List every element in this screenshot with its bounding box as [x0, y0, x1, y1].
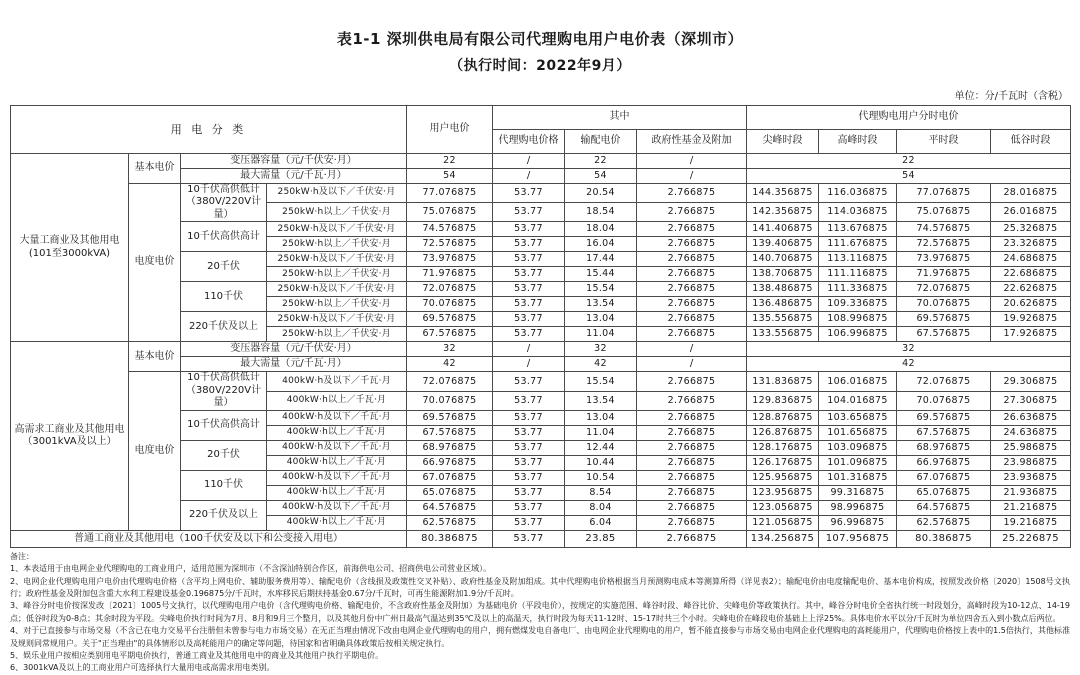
note-item: 5、娱乐业用户按相应类别用电平期电价执行，普通工商业及其他用电中的商业及其他用户执行平期电价。 [10, 651, 384, 661]
cell-user-price: 67.576875 [407, 327, 493, 342]
cell-user-price: 74.576875 [407, 222, 493, 237]
cell-sharp-price: 121.056875 [747, 515, 819, 530]
cell-user-price: 67.576875 [407, 425, 493, 440]
cell-agent-price: 53.77 [493, 203, 565, 222]
cell-transmission-price: 8.04 [565, 500, 637, 515]
cell-valley-price: 22.626875 [991, 282, 1071, 297]
cell-sharp-price: 138.486875 [747, 282, 819, 297]
cell-gov-fund: 2.766875 [637, 391, 747, 410]
cell-valley-price: 29.306875 [991, 372, 1071, 391]
cell-gov-fund: 2.766875 [637, 183, 747, 202]
cell-gov-fund: 2.766875 [637, 297, 747, 312]
basic-price-item: 变压器容量（元/千伏安·月） [181, 153, 407, 168]
cell-transmission-price: 15.54 [565, 372, 637, 391]
voltage-level-label: 220千伏及以上 [181, 500, 267, 530]
cell-flat-price: 69.576875 [897, 410, 991, 425]
page-subtitle: （执行时间：2022年9月） [449, 57, 631, 74]
notes-list [10, 563, 1070, 675]
cell-flat-price: 70.076875 [897, 297, 991, 312]
header-transmission-price: 输配电价 [565, 129, 637, 153]
cell-sharp-price: 138.706875 [747, 267, 819, 282]
general-category-label: 普通工商业及其他用电（100千伏安及以下和公变接入用电） [11, 530, 407, 547]
header-tou-group: 代理购电用户分时电价 [747, 105, 1071, 129]
cell-valley-price: 25.326875 [991, 222, 1071, 237]
cell-user-price: 62.576875 [407, 515, 493, 530]
cell-agent-price: 53.77 [493, 252, 565, 267]
voltage-level-label: 20千伏 [181, 440, 267, 470]
electricity-price-table [10, 105, 1071, 548]
cell-agent-price: 53.77 [493, 425, 565, 440]
cell-sharp-price: 136.486875 [747, 297, 819, 312]
cell-transmission-price: 20.54 [565, 183, 637, 202]
tier-label: 250kW·h及以下／千伏安·月 [267, 282, 407, 297]
cell-transmission-price: 42 [565, 357, 637, 372]
table-row [11, 372, 1071, 391]
cell-flat-price: 77.076875 [897, 183, 991, 202]
cell-peak-price: 98.996875 [819, 500, 897, 515]
cell-sharp-price: 142.356875 [747, 203, 819, 222]
cell-transmission-price: 17.44 [565, 252, 637, 267]
cell-peak-price: 114.036875 [819, 203, 897, 222]
cell-flat-price: 73.976875 [897, 252, 991, 267]
cell-user-price: 72.076875 [407, 372, 493, 391]
cell-user-price: 72.576875 [407, 237, 493, 252]
cell-agent-price: 53.77 [493, 410, 565, 425]
cell-flat-price: 72.576875 [897, 237, 991, 252]
header-valley-period: 低谷时段 [991, 129, 1071, 153]
tier-label: 400kW·h及以下／千瓦·月 [267, 410, 407, 425]
cell-sharp-price: 125.956875 [747, 470, 819, 485]
table-header [11, 105, 1071, 153]
tier-label: 400kW·h及以下／千瓦·月 [267, 500, 407, 515]
cell-agent-price: 53.77 [493, 237, 565, 252]
cell-user-price: 42 [407, 357, 493, 372]
cell-sharp-price: 144.356875 [747, 183, 819, 202]
tier-label: 400kW·h以上／千瓦·月 [267, 455, 407, 470]
cell-agent-price: 53.77 [493, 440, 565, 455]
tier-label: 250kW·h以上／千伏安·月 [267, 237, 407, 252]
cell-transmission-price: 18.54 [565, 203, 637, 222]
cell-peak-price: 101.096875 [819, 455, 897, 470]
cell-valley-price: 21.216875 [991, 500, 1071, 515]
cell-agent-price: 53.77 [493, 297, 565, 312]
cell-gov-fund: 2.766875 [637, 372, 747, 391]
cell-transmission-price: 32 [565, 342, 637, 357]
cell-user-price: 75.076875 [407, 203, 493, 222]
cell-flat-price: 65.076875 [897, 485, 991, 500]
tier-label: 250kW·h以上／千伏安·月 [267, 267, 407, 282]
voltage-level-label: 20千伏 [181, 252, 267, 282]
cell-user-price: 70.076875 [407, 297, 493, 312]
header-classification: 用 电 分 类 [11, 105, 407, 153]
header-peak-period: 高峰时段 [819, 129, 897, 153]
cell-transmission-price: 8.54 [565, 485, 637, 500]
cell-sharp-price: 128.176875 [747, 440, 819, 455]
cell-agent-price: 53.77 [493, 282, 565, 297]
cell-valley-price: 19.926875 [991, 312, 1071, 327]
cell-agent-price: 53.77 [493, 372, 565, 391]
tier-label: 400kW·h及以下／千瓦·月 [267, 440, 407, 455]
cell-sharp-price: 134.256875 [747, 530, 819, 547]
cell-user-price: 71.976875 [407, 267, 493, 282]
cell-gov-fund: / [637, 168, 747, 183]
header-agent-price: 代理购电价格 [493, 129, 565, 153]
tier-label: 250kW·h及以下／千伏安·月 [267, 252, 407, 267]
cell-valley-price: 19.216875 [991, 515, 1071, 530]
cell-flat-price: 69.576875 [897, 312, 991, 327]
cell-peak-price: 99.316875 [819, 485, 897, 500]
cell-gov-fund: 2.766875 [637, 282, 747, 297]
cell-sharp-price: 123.056875 [747, 500, 819, 515]
cell-user-price: 32 [407, 342, 493, 357]
cell-peak-price: 101.656875 [819, 425, 897, 440]
cell-valley-price: 20.626875 [991, 297, 1071, 312]
cell-transmission-price: 13.04 [565, 312, 637, 327]
category-label: 大量工商业及其他用电(101至3000kVA) [11, 153, 129, 342]
cell-sharp-price: 133.556875 [747, 327, 819, 342]
cell-peak-price: 101.316875 [819, 470, 897, 485]
cell-agent-price: 53.77 [493, 312, 565, 327]
cell-gov-fund: 2.766875 [637, 237, 747, 252]
cell-flat-price: 67.576875 [897, 425, 991, 440]
tier-label: 250kW·h以上／千伏安·月 [267, 297, 407, 312]
cell-tou-price: 22 [747, 153, 1071, 168]
cell-user-price: 72.076875 [407, 282, 493, 297]
cell-user-price: 69.576875 [407, 312, 493, 327]
voltage-level-label: 10千伏高供低计 （380V/220V计量） [181, 183, 267, 222]
cell-agent-price: 53.77 [493, 455, 565, 470]
cell-agent-price: 53.77 [493, 222, 565, 237]
cell-transmission-price: 11.04 [565, 425, 637, 440]
basic-price-label: 基本电价 [129, 342, 181, 372]
cell-gov-fund: 2.766875 [637, 425, 747, 440]
cell-peak-price: 111.116875 [819, 267, 897, 282]
tier-label: 250kW·h以上／千伏安·月 [267, 203, 407, 222]
cell-user-price: 77.076875 [407, 183, 493, 202]
cell-transmission-price: 54 [565, 168, 637, 183]
cell-transmission-price: 22 [565, 153, 637, 168]
cell-peak-price: 111.336875 [819, 282, 897, 297]
cell-gov-fund: 2.766875 [637, 470, 747, 485]
cell-peak-price: 106.016875 [819, 372, 897, 391]
cell-valley-price: 24.636875 [991, 425, 1071, 440]
cell-agent-price: / [493, 342, 565, 357]
cell-tou-price: 54 [747, 168, 1071, 183]
cell-gov-fund: 2.766875 [637, 485, 747, 500]
tier-label: 400kW·h以上／千瓦·月 [267, 485, 407, 500]
cell-gov-fund: 2.766875 [637, 267, 747, 282]
cell-sharp-price: 123.956875 [747, 485, 819, 500]
cell-flat-price: 72.076875 [897, 372, 991, 391]
notes-block [10, 551, 1070, 675]
cell-agent-price: 53.77 [493, 470, 565, 485]
voltage-level-label: 10千伏高供高计 [181, 222, 267, 252]
cell-gov-fund: 2.766875 [637, 252, 747, 267]
notes-heading: 备注： [10, 551, 34, 561]
tier-label: 400kW·h以上／千瓦·月 [267, 515, 407, 530]
table-row [11, 342, 1071, 357]
cell-agent-price: / [493, 153, 565, 168]
cell-peak-price: 111.676875 [819, 237, 897, 252]
cell-user-price: 22 [407, 153, 493, 168]
cell-user-price: 69.576875 [407, 410, 493, 425]
cell-flat-price: 66.976875 [897, 455, 991, 470]
cell-transmission-price: 10.54 [565, 470, 637, 485]
tier-label: 400kW·h及以下／千瓦·月 [267, 372, 407, 391]
cell-valley-price: 21.936875 [991, 485, 1071, 500]
cell-peak-price: 103.096875 [819, 440, 897, 455]
cell-flat-price: 67.076875 [897, 470, 991, 485]
cell-flat-price: 80.386875 [897, 530, 991, 547]
cell-valley-price: 23.936875 [991, 470, 1071, 485]
cell-transmission-price: 6.04 [565, 515, 637, 530]
cell-gov-fund: 2.766875 [637, 410, 747, 425]
cell-sharp-price: 131.836875 [747, 372, 819, 391]
header-gov-fund: 政府性基金及附加 [637, 129, 747, 153]
cell-user-price: 68.976875 [407, 440, 493, 455]
cell-peak-price: 96.996875 [819, 515, 897, 530]
tier-label: 400kW·h以上／千瓦·月 [267, 425, 407, 440]
cell-user-price: 73.976875 [407, 252, 493, 267]
cell-flat-price: 67.576875 [897, 327, 991, 342]
table-body [11, 153, 1071, 547]
voltage-level-label: 110千伏 [181, 470, 267, 500]
cell-flat-price: 68.976875 [897, 440, 991, 455]
cell-sharp-price: 126.876875 [747, 425, 819, 440]
cell-transmission-price: 18.04 [565, 222, 637, 237]
cell-peak-price: 113.676875 [819, 222, 897, 237]
cell-transmission-price: 11.04 [565, 327, 637, 342]
cell-flat-price: 71.976875 [897, 267, 991, 282]
cell-valley-price: 24.686875 [991, 252, 1071, 267]
cell-transmission-price: 13.54 [565, 391, 637, 410]
cell-gov-fund: / [637, 342, 747, 357]
cell-flat-price: 70.076875 [897, 391, 991, 410]
cell-valley-price: 26.016875 [991, 203, 1071, 222]
note-item: 4、对于已直接参与市场交易（不含已在电力交易平台注册但未曾参与电力市场交易）在无正当理由情况下改由电网企业代理购电的用户，拥有燃煤发电自备电厂、由电网企业代理购电的用户，暂不能直接参与市场交易由电网企业代理购电的高耗能用户，代理购电价格按上表中的1.5倍执行，其他标准及规则同常规用户。关于"正当理由"的具体情形以及高耗能用户的确定等问题，待国家和省明确具体政策后按相关规定执行。 [10, 626, 1070, 648]
cell-transmission-price: 16.04 [565, 237, 637, 252]
cell-gov-fund: 2.766875 [637, 312, 747, 327]
voltage-level-label: 10千伏高供低计 （380V/220V计量） [181, 372, 267, 411]
cell-sharp-price: 128.876875 [747, 410, 819, 425]
cell-gov-fund: 2.766875 [637, 222, 747, 237]
header-among-which: 其中 [493, 105, 747, 129]
cell-sharp-price: 126.176875 [747, 455, 819, 470]
cell-agent-price: 53.77 [493, 183, 565, 202]
title-block [10, 0, 1070, 77]
basic-price-label: 基本电价 [129, 153, 181, 183]
cell-user-price: 67.076875 [407, 470, 493, 485]
cell-gov-fund: / [637, 357, 747, 372]
cell-flat-price: 62.576875 [897, 515, 991, 530]
cell-user-price: 64.576875 [407, 500, 493, 515]
cell-user-price: 54 [407, 168, 493, 183]
cell-agent-price: 53.77 [493, 485, 565, 500]
cell-user-price: 66.976875 [407, 455, 493, 470]
header-sharp-period: 尖峰时段 [747, 129, 819, 153]
note-item: 2、电网企业代理购电用户电价由代理购电价格（含平均上网电价、辅助服务费用等）、输配电价（含线损及政策性交叉补贴）、政府性基金及附加组成。其中代理购电价格根据当月预测购电成本等测算所得（详见表2）；输配电价由电度输配电价、基本电价构成，按照发改价格〔2020〕1508号文执行；政府性基金及附加包含重大水利工程建设基金0.196875分/千瓦时，水库移民后期扶持基金0.67分/千瓦时，可再生能源附加1.9分/千瓦时。 [10, 576, 1070, 599]
cell-agent-price: 53.77 [493, 327, 565, 342]
table-row [11, 530, 1071, 547]
cell-valley-price: 28.016875 [991, 183, 1071, 202]
note-item: 1、本表适用于由电网企业代理购电的工商业用户，适用范围为深圳市（不含深汕特别合作区，前海供电公司、招商供电公司营业区域）。 [10, 564, 492, 574]
cell-tou-price: 42 [747, 357, 1071, 372]
basic-price-item: 最大需量（元/千瓦·月） [181, 357, 407, 372]
cell-transmission-price: 13.04 [565, 410, 637, 425]
cell-valley-price: 25.226875 [991, 530, 1071, 547]
cell-valley-price: 17.926875 [991, 327, 1071, 342]
voltage-level-label: 220千伏及以上 [181, 312, 267, 342]
cell-gov-fund: 2.766875 [637, 440, 747, 455]
cell-gov-fund: 2.766875 [637, 455, 747, 470]
cell-peak-price: 108.996875 [819, 312, 897, 327]
cell-sharp-price: 140.706875 [747, 252, 819, 267]
cell-sharp-price: 135.556875 [747, 312, 819, 327]
cell-valley-price: 23.326875 [991, 237, 1071, 252]
cell-sharp-price: 129.836875 [747, 391, 819, 410]
cell-transmission-price: 12.44 [565, 440, 637, 455]
table-row [11, 183, 1071, 202]
cell-valley-price: 22.686875 [991, 267, 1071, 282]
cell-gov-fund: 2.766875 [637, 203, 747, 222]
tier-label: 400kW·h以上／千瓦·月 [267, 391, 407, 410]
voltage-level-label: 10千伏高供高计 [181, 410, 267, 440]
cell-valley-price: 27.306875 [991, 391, 1071, 410]
cell-agent-price: 53.77 [493, 500, 565, 515]
cell-flat-price: 75.076875 [897, 203, 991, 222]
category-label: 高需求工商业及其他用电 （3001kVA及以上） [11, 342, 129, 531]
cell-gov-fund: 2.766875 [637, 515, 747, 530]
cell-transmission-price: 15.54 [565, 282, 637, 297]
cell-peak-price: 113.116875 [819, 252, 897, 267]
cell-user-price: 65.076875 [407, 485, 493, 500]
basic-price-item: 变压器容量（元/千伏安·月） [181, 342, 407, 357]
cell-flat-price: 64.576875 [897, 500, 991, 515]
voltage-level-label: 110千伏 [181, 282, 267, 312]
cell-peak-price: 106.996875 [819, 327, 897, 342]
cell-valley-price: 26.636875 [991, 410, 1071, 425]
note-item: 6、3001kVA及以上的工商业用户可选择执行大量用电或高需求用电类别。 [10, 663, 275, 673]
cell-tou-price: 32 [747, 342, 1071, 357]
cell-gov-fund: / [637, 153, 747, 168]
header-flat-period: 平时段 [897, 129, 991, 153]
cell-user-price: 80.386875 [407, 530, 493, 547]
cell-peak-price: 104.016875 [819, 391, 897, 410]
cell-flat-price: 74.576875 [897, 222, 991, 237]
cell-peak-price: 107.956875 [819, 530, 897, 547]
unit-note: 单位：分/千瓦时（含税） [954, 90, 1068, 102]
note-item: 3、峰谷分时电价按深发改〔2021〕1005号文执行，以代理购电用户电价（含代理购电价格、输配电价，不含政府性基金及附加）为基础电价（平段电价），按规定的实施范围、峰谷时段、峰谷比价、尖峰电价等政策执行。其中，峰谷分时电价全省执行统一时段划分，高峰时段为10-12点、14-19点；低谷时段为0-8点；其余时段为平段。尖峰电价执行时间为7月、8月和9月三个整月，以及其他月份中广州日最高气温达到35℃及以上的高温天，执行时段为每天11-12时、15-17时共三个小时。尖峰电价在峰段电价基础上上浮25%。具体电价水平以分/千瓦时为单位四舍五入到小数点后两位。 [10, 601, 1070, 623]
cell-flat-price: 72.076875 [897, 282, 991, 297]
tier-label: 250kW·h及以下／千伏安·月 [267, 312, 407, 327]
tier-label: 250kW·h及以下／千伏安·月 [267, 183, 407, 202]
tier-label: 250kW·h以上／千伏安·月 [267, 327, 407, 342]
cell-peak-price: 103.656875 [819, 410, 897, 425]
cell-agent-price: 53.77 [493, 391, 565, 410]
cell-valley-price: 25.986875 [991, 440, 1071, 455]
cell-agent-price: / [493, 168, 565, 183]
tier-label: 400kW·h及以下／千瓦·月 [267, 470, 407, 485]
cell-gov-fund: 2.766875 [637, 530, 747, 547]
energy-price-label: 电度电价 [129, 183, 181, 342]
header-user-price: 用户电价 [407, 105, 493, 153]
cell-agent-price: 53.77 [493, 267, 565, 282]
cell-sharp-price: 139.406875 [747, 237, 819, 252]
cell-user-price: 70.076875 [407, 391, 493, 410]
cell-agent-price: / [493, 357, 565, 372]
cell-sharp-price: 141.406875 [747, 222, 819, 237]
cell-transmission-price: 23.85 [565, 530, 637, 547]
cell-gov-fund: 2.766875 [637, 500, 747, 515]
cell-transmission-price: 15.44 [565, 267, 637, 282]
basic-price-item: 最大需量（元/千瓦·月） [181, 168, 407, 183]
page-title: 表1-1 深圳供电局有限公司代理购电用户电价表（深圳市） [336, 30, 744, 48]
cell-agent-price: 53.77 [493, 530, 565, 547]
cell-agent-price: 53.77 [493, 515, 565, 530]
cell-transmission-price: 10.44 [565, 455, 637, 470]
energy-price-label: 电度电价 [129, 372, 181, 531]
cell-peak-price: 109.336875 [819, 297, 897, 312]
cell-gov-fund: 2.766875 [637, 327, 747, 342]
cell-transmission-price: 13.54 [565, 297, 637, 312]
tier-label: 250kW·h及以下／千伏安·月 [267, 222, 407, 237]
cell-peak-price: 116.036875 [819, 183, 897, 202]
table-row [11, 153, 1071, 168]
cell-valley-price: 23.986875 [991, 455, 1071, 470]
